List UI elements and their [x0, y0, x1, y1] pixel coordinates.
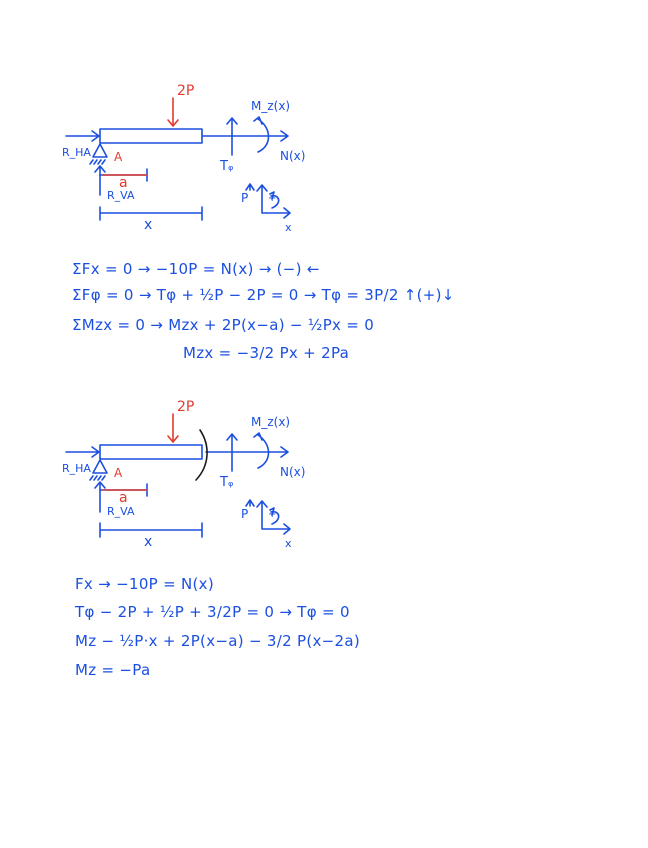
rva-arrow-2	[95, 482, 105, 512]
equation-2-1: Fx → −10P = N(x)	[75, 575, 215, 593]
beam-2	[100, 445, 202, 459]
axis-p-label-1: P	[241, 191, 249, 205]
shear-label-2: Tᵩ	[220, 475, 234, 490]
equation-1-3: ΣMzx = 0 → Mzx + 2P(x−a) − ½Px = 0	[72, 316, 375, 334]
sign-label-1: +	[268, 193, 277, 204]
axis-x-label-2: x	[285, 537, 292, 550]
rha-label-1: R_HA	[62, 146, 91, 159]
support-label-2: A	[114, 466, 123, 480]
equation-1-4: Mzx = −3/2 Px + 2Pa	[183, 344, 350, 362]
normal-label-1: N(x)	[280, 149, 306, 163]
sign-label-2: +	[268, 509, 277, 520]
pin-support-2	[93, 460, 107, 473]
dim-x-label-1: x	[144, 217, 153, 233]
axis-p-label-2: P	[241, 507, 249, 521]
load-label-1: 2P	[177, 83, 195, 99]
rva-label-2: R_VA	[107, 505, 135, 518]
rha-arrow-2	[66, 447, 99, 457]
normal-force-arrow-2	[206, 447, 288, 457]
load-arrow-2	[168, 414, 178, 442]
moment-label-2: M_z(x)	[251, 415, 291, 429]
dim-x-label-2: x	[144, 534, 153, 550]
shear-label-1: Tᵩ	[220, 159, 234, 174]
equation-1-2: ΣFφ = 0 → Tφ + ½P − 2P = 0 → Tφ = 3P/2 ↑(+)↓	[72, 286, 455, 304]
normal-label-2: N(x)	[280, 465, 306, 479]
support-label-1: A	[114, 150, 123, 164]
equation-2-2: Tφ − 2P + ½P + 3/2P = 0 → Tφ = 0	[75, 603, 350, 621]
axis-x-label-1: x	[285, 221, 292, 234]
equation-2-4: Mz = −Pa	[75, 661, 151, 679]
load-label-2: 2P	[177, 399, 195, 415]
moment-label-1: M_z(x)	[251, 99, 291, 113]
moment-arc-2	[254, 433, 269, 468]
rha-label-2: R_HA	[62, 462, 91, 475]
rva-label-1: R_VA	[107, 189, 135, 202]
equation-2-3: Mz − ½P·x + 2P(x−a) − 3/2 P(x−2a)	[75, 632, 361, 650]
dim-a-label-2: a	[119, 490, 128, 506]
equation-1-1: ΣFx = 0 → −10P = N(x) → (−) ←	[72, 260, 320, 278]
dim-a-label-1: a	[119, 175, 128, 191]
